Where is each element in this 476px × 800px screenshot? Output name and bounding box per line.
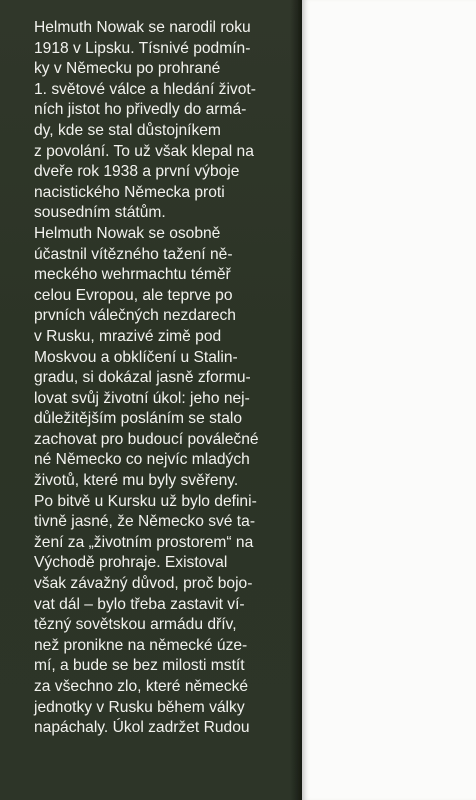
blurb-line: životů, které mu byly svěřeny. bbox=[34, 472, 239, 490]
blurb-line: účastnil vítězného tažení ně- bbox=[34, 245, 233, 263]
blurb-line: ních jistot ho přivedly do armá- bbox=[34, 101, 247, 119]
white-flap bbox=[302, 0, 476, 800]
blurb-line: jednotky v Rusku během války bbox=[34, 698, 245, 716]
blurb-line: z povolání. To už však klepal na bbox=[34, 142, 254, 160]
blurb-line: dveře rok 1938 a první výboje bbox=[34, 163, 240, 181]
blurb-line: než pronikne na německé úze- bbox=[34, 636, 248, 654]
blurb-line: tězný sovětskou armádu dřív, bbox=[34, 616, 237, 634]
blurb-line: gradu, si dokázal jasně zformu- bbox=[34, 369, 251, 387]
blurb-line: Po bitvě u Kursku už bylo defini- bbox=[34, 492, 257, 510]
book-blurb bbox=[34, 18, 272, 739]
blurb-line: Východě prohraje. Existoval bbox=[34, 554, 228, 572]
blurb-line: ky v Německu po prohrané bbox=[34, 60, 221, 78]
blurb-line: né Německo co nejvíc mladých bbox=[34, 451, 250, 469]
blurb-line: Moskvou a obklíčení u Stalin- bbox=[34, 348, 238, 366]
blurb-line: nacistického Německa proti bbox=[34, 183, 225, 201]
blurb-line: Helmuth Nowak se narodil roku bbox=[34, 19, 251, 36]
blurb-line: napáchaly. Úkol zadržet Rudou bbox=[34, 719, 250, 737]
blurb-line: meckého wehrmachtu téměř bbox=[34, 266, 231, 284]
blurb-line: dy, kde se stal důstojníkem bbox=[34, 121, 221, 139]
blurb-line: vat dál – bylo třeba zastavit ví- bbox=[34, 595, 245, 613]
blurb-line: prvních válečných nezdarech bbox=[34, 307, 236, 325]
blurb-line: Helmuth Nowak se osobně bbox=[34, 224, 221, 242]
blurb-line: důležitějším posláním se stalo bbox=[34, 410, 243, 428]
blurb-line: v Rusku, mrazivé zimě pod bbox=[34, 327, 222, 345]
blurb-line: sousedním státům. bbox=[34, 204, 166, 222]
blurb-line: 1. světové válce a hledání život- bbox=[34, 80, 256, 98]
blurb-line: celou Evropou, ale teprve po bbox=[34, 286, 233, 304]
blurb-line: tivně jasné, že Německo své ta- bbox=[34, 513, 256, 531]
blurb-line: mí, a bude se bez milosti mstít bbox=[34, 657, 245, 675]
blurb-line: zachovat pro budoucí poválečné bbox=[34, 430, 259, 448]
blurb-line: však závažný důvod, proč bojo- bbox=[34, 575, 253, 593]
blurb-line: lovat svůj životní úkol: jeho nej- bbox=[34, 389, 250, 407]
blurb-line: žení za „životním prostorem“ na bbox=[34, 533, 254, 551]
flap-shadow bbox=[290, 0, 302, 800]
blurb-line: 1918 v Lipsku. Tísnivé podmín- bbox=[34, 39, 251, 57]
blurb-line: za všechno zlo, které německé bbox=[34, 678, 249, 695]
